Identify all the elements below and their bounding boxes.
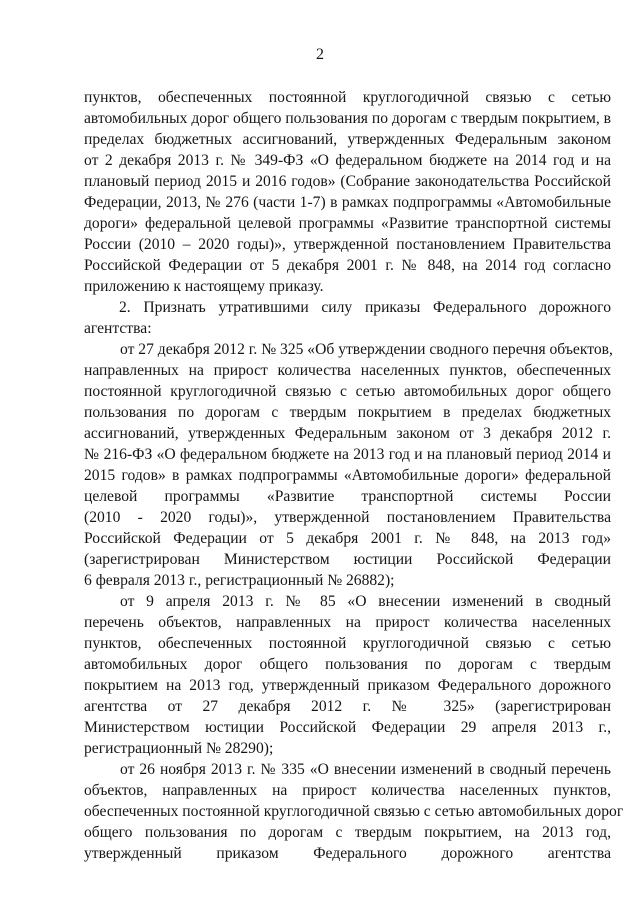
text-line: от 2 декабря 2013 г. № 349-ФЗ «О федеральном бюджете на 2014 год и на bbox=[84, 152, 611, 169]
text-line: направленных на прирост количества населенных пунктов, обеспеченных bbox=[84, 362, 611, 379]
text-line: приложению к настоящему приказу. bbox=[84, 278, 324, 295]
text-line: регистрационный № 28290); bbox=[84, 740, 274, 757]
text-line: 2. Признать утратившими силу приказы Федерального дорожного bbox=[119, 299, 611, 316]
text-line: от 26 ноября 2013 г. № 335 «О внесении изменений в сводный перечень bbox=[120, 761, 611, 778]
text-line: обеспеченных постоянной круглогодичной связью с сетью автомобильных дорог bbox=[84, 803, 624, 820]
text-line: агентства от 27 декабря 2012 г. № 325» (зарегистрирован bbox=[84, 698, 611, 715]
text-line: (2010 - 2020 годы)», утвержденной постановлением Правительства bbox=[84, 509, 611, 526]
text-line: перечень объектов, направленных на прирост количества населенных bbox=[84, 614, 611, 631]
text-line: объектов, направленных на прирост количества населенных пунктов, bbox=[84, 782, 611, 799]
text-line: от 27 декабря 2012 г. № 325 «Об утверждении сводного перечня объектов, bbox=[120, 341, 613, 358]
text-line: целевой программы «Развитие транспортной системы России bbox=[84, 488, 611, 505]
text-line: утвержденный приказом Федерального дорожного агентства bbox=[84, 845, 611, 862]
text-line: автомобильных дорог общего пользования по дорогам с твердым покрытием, в bbox=[84, 110, 612, 127]
text-line: России (2010 – 2020 годы)», утвержденной постановлением Правительства bbox=[84, 236, 611, 253]
text-line: (зарегистрирован Министерством юстиции Российской Федерации bbox=[84, 551, 611, 568]
page-number: 2 bbox=[316, 46, 324, 63]
text-line: Министерством юстиции Российской Федерации 29 апреля 2013 г., bbox=[84, 719, 611, 736]
text-line: пределах бюджетных ассигнований, утвержденных Федеральным законом bbox=[84, 131, 611, 148]
text-line: Российской Федерации от 5 декабря 2001 г. № 848, на 2013 год» bbox=[84, 530, 611, 547]
text-line: № 216-ФЗ «О федеральном бюджете на 2013 год и на плановый период 2014 и bbox=[84, 446, 611, 463]
text-line: от 9 апреля 2013 г. № 85 «О внесении изменений в сводный bbox=[120, 593, 611, 610]
text-line: постоянной круглогодичной связью с сетью автомобильных дорог общего bbox=[84, 383, 611, 400]
text-line: Федерации, 2013, № 276 (части 1-7) в рамках подпрограммы «Автомобильные bbox=[84, 194, 611, 211]
text-line: Российской Федерации от 5 декабря 2001 г. № 848, на 2014 год согласно bbox=[84, 257, 611, 274]
text-line: 2015 годов» в рамках подпрограммы «Автомобильные дороги» федеральной bbox=[84, 467, 611, 484]
text-line: ассигнований, утвержденных Федеральным законом от 3 декабря 2012 г. bbox=[84, 425, 611, 442]
text-line: агентства: bbox=[84, 320, 152, 337]
text-line: плановый период 2015 и 2016 годов» (Собрание законодательства Российской bbox=[84, 173, 611, 190]
text-line: пунктов, обеспеченных постоянной круглогодичной связью с сетью bbox=[84, 89, 611, 106]
text-line: покрытием на 2013 год, утвержденный приказом Федерального дорожного bbox=[84, 677, 611, 694]
text-line: пользования по дорогам с твердым покрытием в пределах бюджетных bbox=[84, 404, 611, 421]
text-line: общего пользования по дорогам с твердым покрытием, на 2013 год, bbox=[84, 824, 611, 841]
text-line: 6 февраля 2013 г., регистрационный № 26882); bbox=[84, 572, 395, 589]
text-line: дороги» федеральной целевой программы «Развитие транспортной системы bbox=[84, 215, 611, 232]
text-line: пунктов, обеспеченных постоянной круглогодичной связью с сетью bbox=[84, 635, 611, 652]
text-line: автомобильных дорог общего пользования по дорогам с твердым bbox=[84, 656, 611, 673]
